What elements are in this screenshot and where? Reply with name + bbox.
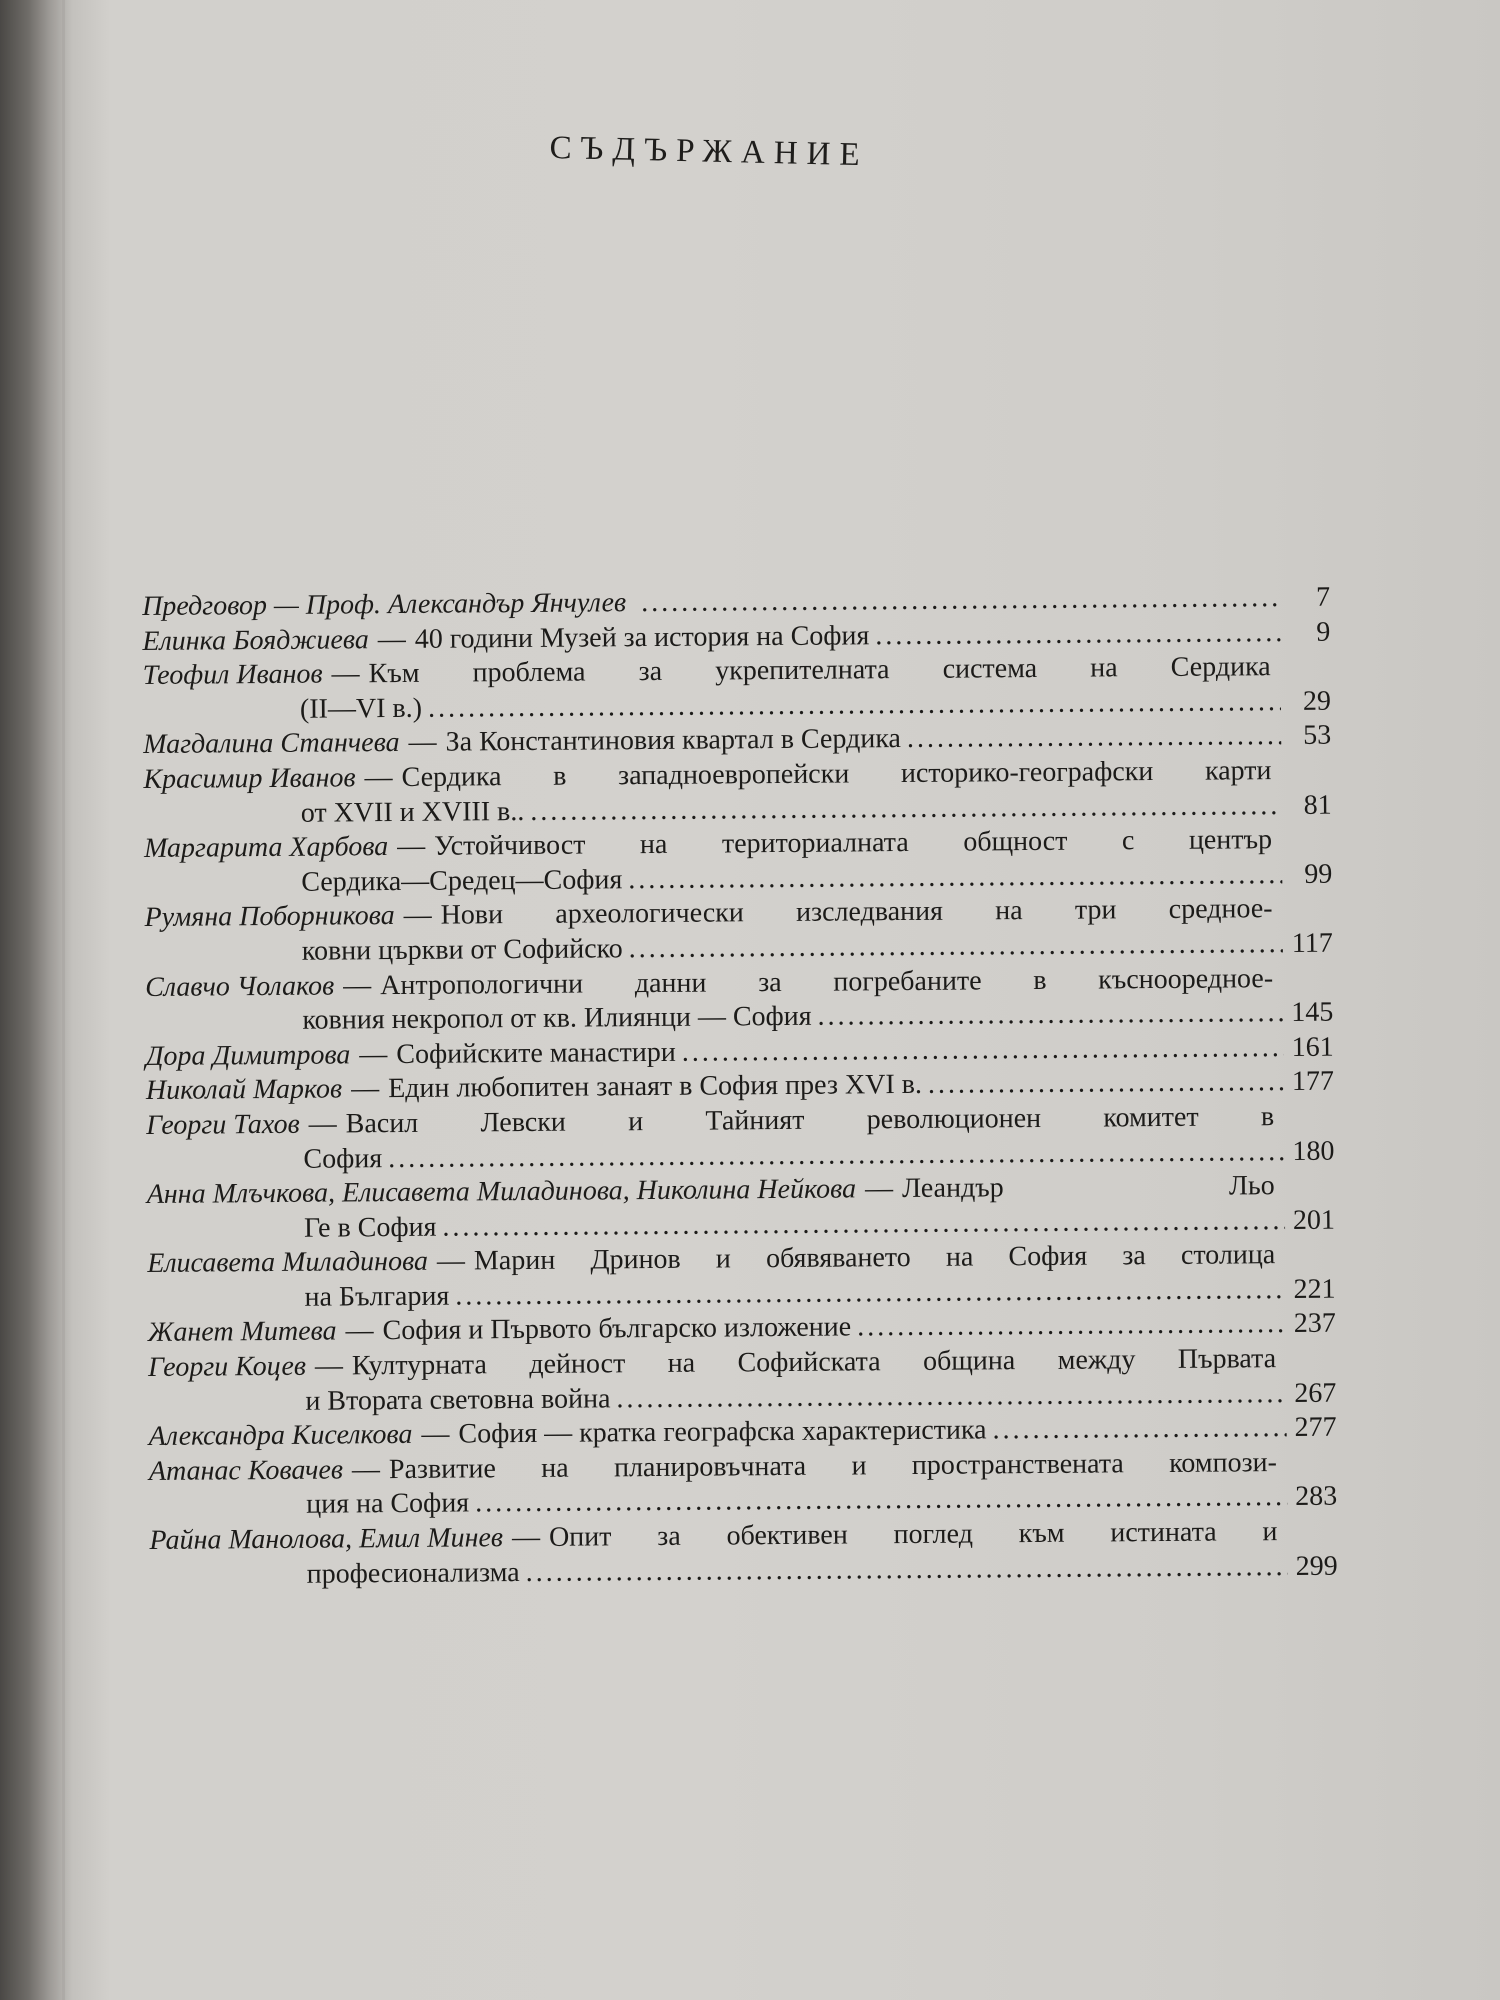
toc-entry [149,1515,1338,1594]
toc-author: Румяна Поборникова [144,900,395,934]
toc-dash: — [864,1173,894,1205]
toc-page-number: 201 [1292,1204,1336,1236]
toc-author: Георги Коцев [147,1350,307,1384]
toc-author: Елисавета Миладинова [147,1246,429,1280]
toc-page-number: 81 [1303,789,1332,821]
dot-leader [875,616,1280,653]
dot-leader [641,581,1280,620]
toc-title: Един любопитен занаят в София през XVI в. [388,1069,923,1105]
toc-entry [148,1342,1337,1421]
toc-title: ция на София [306,1487,470,1521]
toc-entry [143,650,1332,729]
toc-title: Опит за обективен поглед към истината и [548,1516,1278,1553]
toc-title: ковни църкви от Софийско [301,933,623,967]
dot-leader [928,1065,1284,1102]
dot-leader [475,1480,1287,1520]
toc-dash: — [511,1521,541,1554]
toc-page-number: 7 [1315,581,1331,613]
toc-dash: — [364,762,393,794]
toc-entry [144,823,1333,902]
toc-page-number: 299 [1295,1550,1338,1582]
dot-leader [530,789,1282,829]
dot-leader [992,1411,1286,1447]
toc-entry [143,754,1332,833]
toc-dash: — [408,727,437,759]
toc-author: Магдалина Станчева [143,727,400,761]
toc-page-number: 145 [1291,996,1334,1029]
toc-entry [144,892,1333,971]
toc-title: Нови археологически изследвания на три средное- [440,893,1273,932]
toc-page-number: 99 [1304,858,1333,890]
toc-page-number: 29 [1302,685,1332,717]
toc-dash: — [359,1038,388,1071]
dot-leader [817,996,1283,1034]
dot-leader [629,927,1283,966]
dot-leader [857,1308,1286,1345]
dot-leader [428,685,1281,726]
toc-page-number: 9 [1316,616,1331,648]
toc-title: Софийските манастири [396,1036,676,1070]
toc-entry [147,1238,1336,1317]
toc-dash: — [351,1454,381,1486]
toc-author: Райна Манолова, Емил Минев [149,1522,504,1557]
dot-leader [907,719,1282,756]
toc-page-number: 177 [1291,1065,1335,1098]
dot-leader [628,858,1282,897]
toc-author: Маргарита Харбова [143,831,389,865]
toc-author: Красимир Иванов [143,762,356,795]
toc-dash: — [351,1073,380,1105]
toc-title: Сердика—Средец—София [301,863,623,898]
toc-page-number: 277 [1294,1411,1337,1444]
toc-dash: — [331,658,360,690]
toc-title: от XVII и XVIII в.. [300,795,525,829]
toc-title: София — кратка географска характеристика [458,1414,987,1450]
toc-dash: — [345,1315,374,1347]
toc-author: Жанет Митева [147,1315,337,1349]
toc-title: Развитие на планировъчната и пространствената компози- [388,1446,1278,1485]
page-title: СЪДЪРЖАНИЕ [549,130,870,174]
toc-page-number: 283 [1295,1481,1338,1513]
toc-title: 40 години Музей за история на София [414,619,870,655]
toc-dash: — [343,969,372,1001]
toc-dash: — [308,1108,337,1140]
dot-leader [455,1273,1286,1314]
toc-page-number: 237 [1293,1308,1336,1340]
toc-author: Предговор — Проф. Александър Янчулев [142,587,627,622]
toc-author: Александра Киселкова [148,1419,413,1453]
toc-author: Георги Тахов [146,1108,300,1141]
toc-title: Към проблема за укрепителната система на Сердика [368,651,1271,690]
toc-dash: — [377,623,406,655]
dot-leader [442,1204,1285,1245]
toc-dash: — [403,900,432,932]
toc-author: Славчо Чолаков [144,970,335,1003]
toc-title: Леандър Льо [901,1170,1275,1205]
toc-entry [149,1445,1338,1524]
toc-author: Теофил Иванов [142,658,323,692]
toc-page-number: 53 [1303,720,1332,752]
toc-page-number: 221 [1293,1273,1336,1305]
toc-author: Атанас Ковачев [148,1454,344,1487]
toc-title: Антропологични данни за погребаните в къснооредное- [380,962,1274,1001]
toc-title: Марин Дринов и обявяването на София за столица [473,1239,1276,1277]
toc-title: София и Първото българско изложение [382,1311,852,1347]
book-spine [62,0,65,2000]
toc-dash: — [436,1245,466,1277]
toc-entry [146,1100,1335,1179]
toc-title: Сердика в западноевропейски историко-географски карти [401,755,1272,793]
dot-leader [616,1377,1286,1416]
toc-page-number: 267 [1294,1377,1337,1409]
toc-dash: — [421,1418,450,1451]
toc-author: Николай Марков [145,1073,343,1107]
toc-page-number: 161 [1291,1031,1334,1063]
toc-title: и Втората световна война [305,1383,611,1417]
toc-page-number: 180 [1292,1135,1335,1167]
toc-dash: — [314,1350,344,1382]
toc-title: професионализма [306,1556,520,1590]
toc-entry [147,1169,1336,1248]
toc-author: Дора Димитрова [145,1039,351,1072]
toc-title: (II—VI в.) [299,692,423,725]
toc-dash: — [397,830,426,863]
toc-page-number: 117 [1291,927,1333,959]
toc-author: Анна Млъчкова, Елисавета Миладинова, Николина Нейкова [146,1173,857,1211]
toc-title: Устойчивост на териториалната общност с център [434,824,1273,862]
toc-author: Елинка Бояджиева [142,623,369,657]
toc-title: Ге в София [303,1211,437,1244]
toc-title: на България [304,1280,450,1313]
dot-leader [526,1550,1288,1590]
toc-title: ковния некропол от кв. Илиянци — София [302,1000,812,1036]
dot-leader [682,1031,1284,1070]
toc-title: Васил Левски и Тайният революционен комитет в [345,1101,1275,1140]
toc-title: За Константиновия квартал в Сердика [445,723,902,758]
toc-entry [145,961,1334,1040]
table-of-contents [142,581,1338,1594]
toc-title: Културната дейност на Софийската община между Първата [351,1343,1277,1382]
toc-title: София [303,1142,383,1175]
